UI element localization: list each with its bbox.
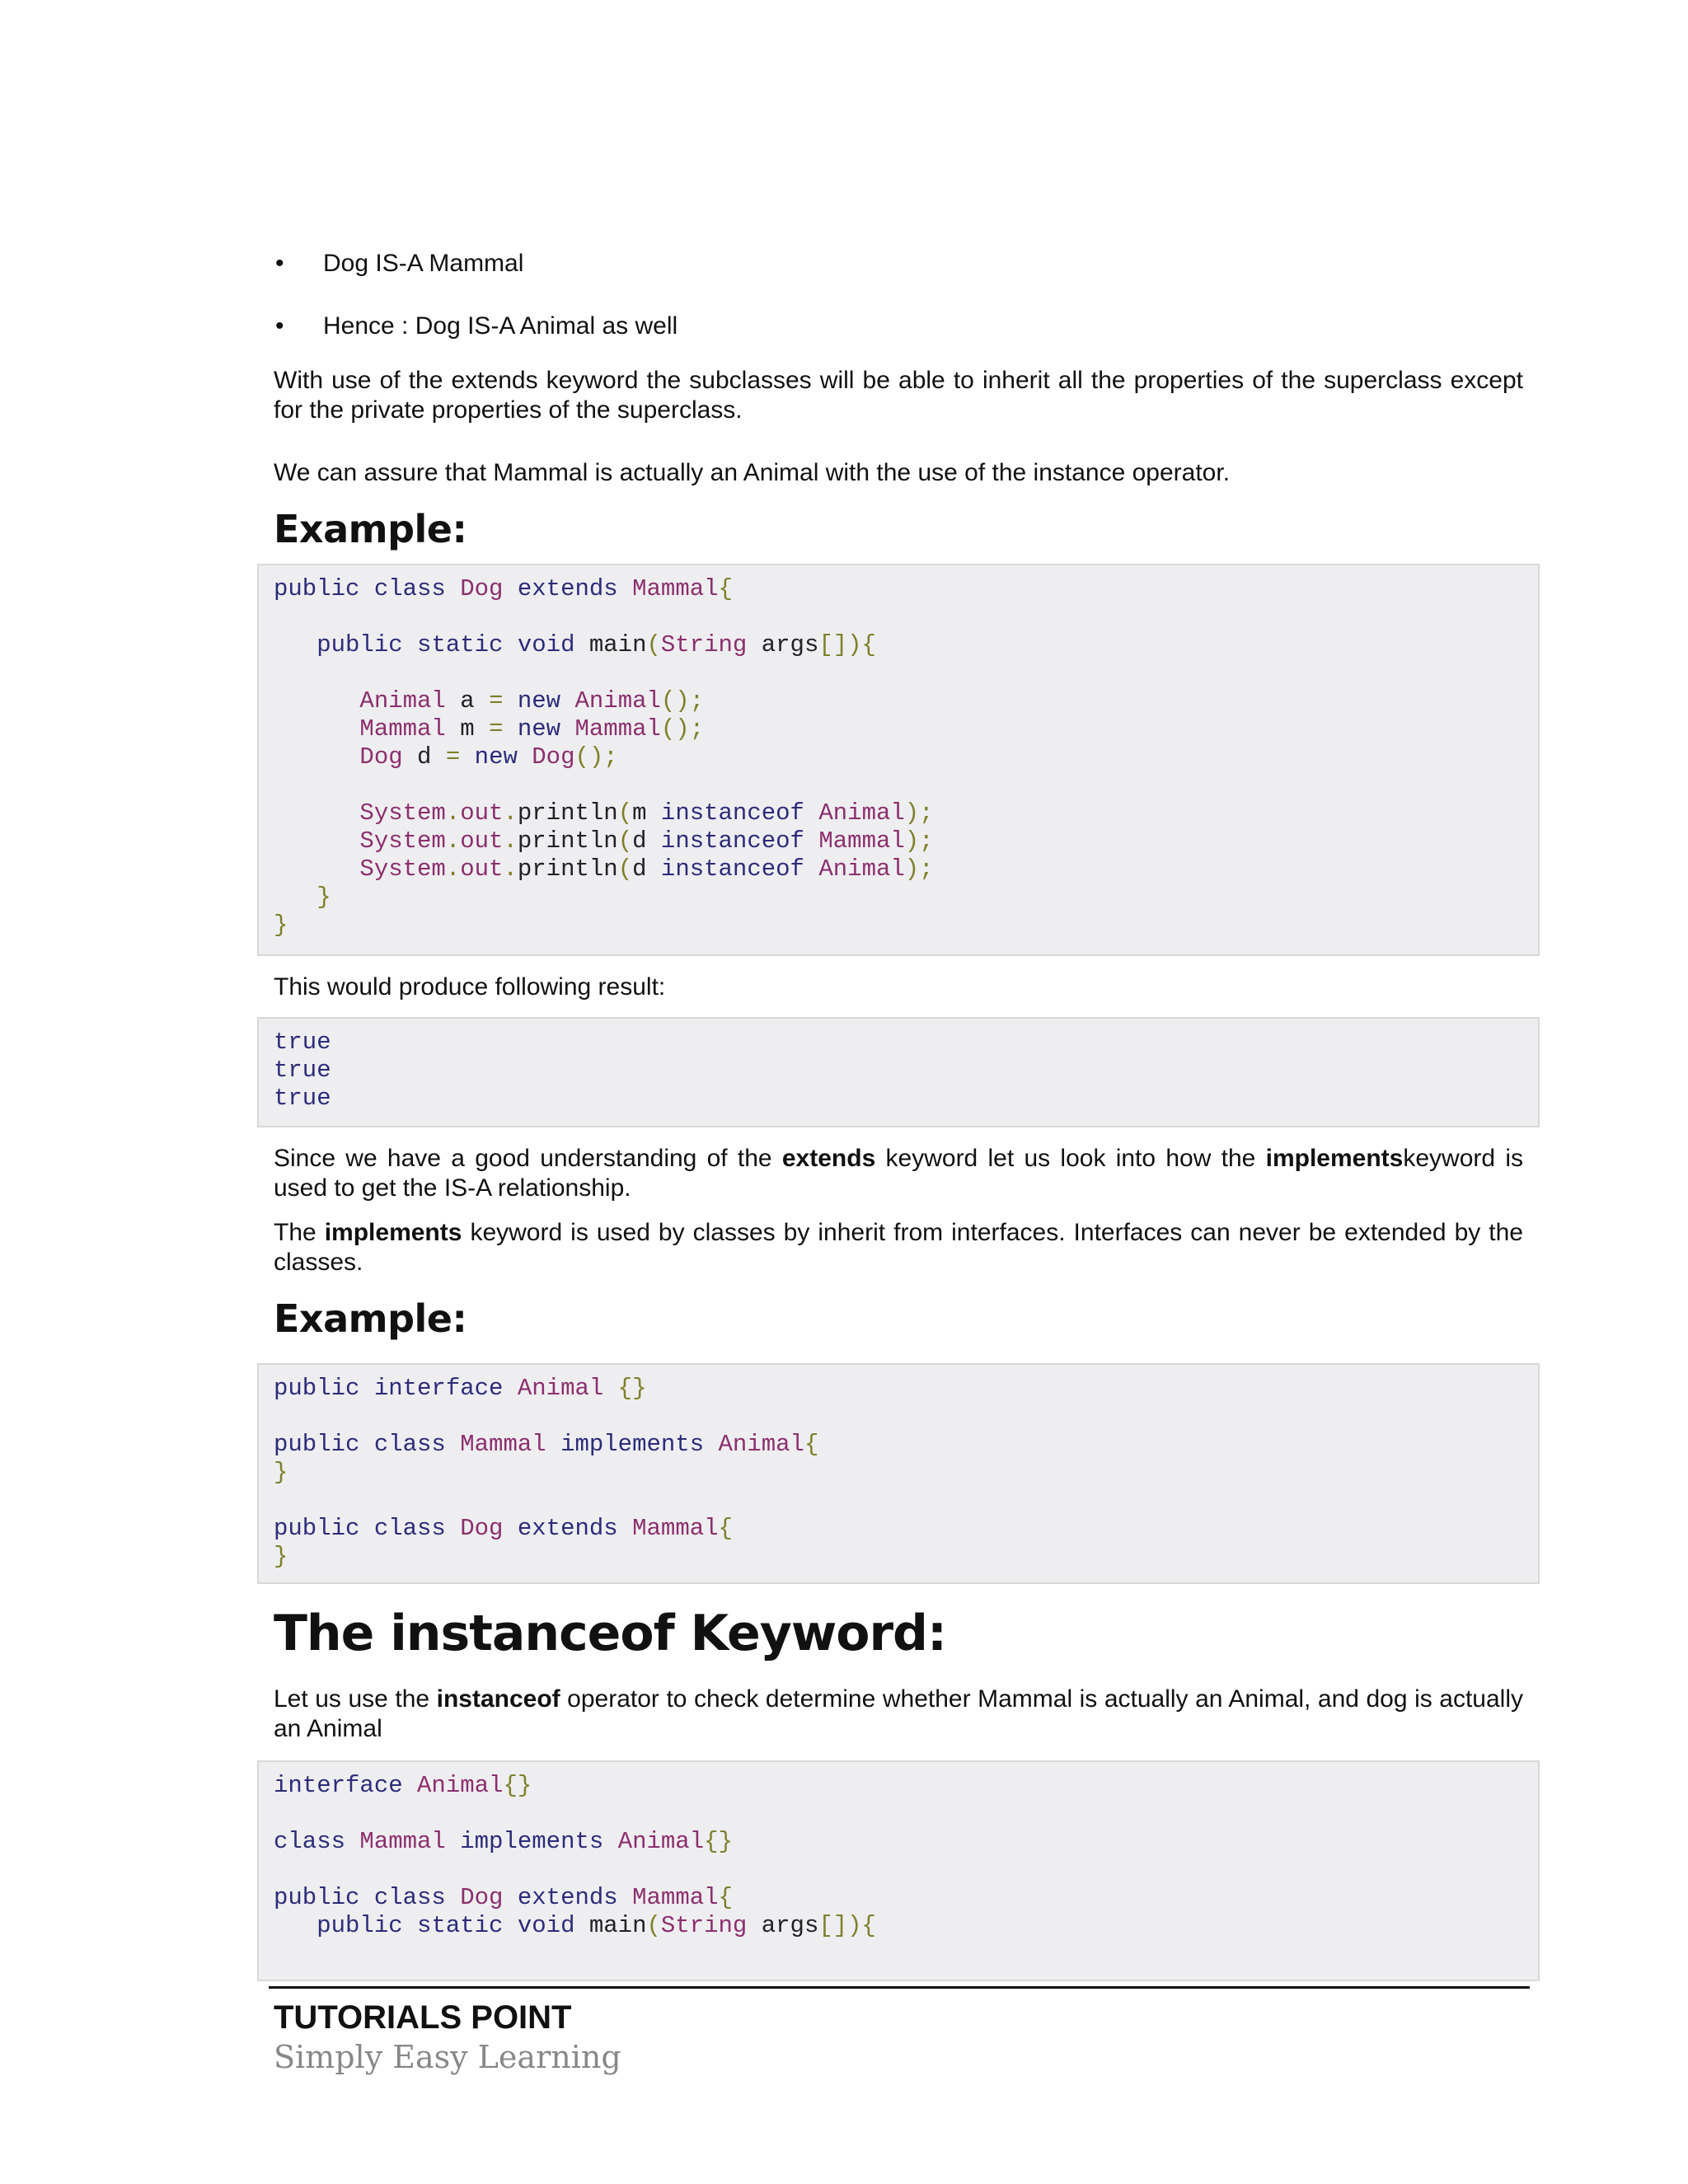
code-token: println [517, 827, 618, 855]
code-token: public class [274, 1431, 461, 1458]
code-token: new [503, 715, 575, 743]
code-token: { [718, 1884, 733, 1911]
code-token: ); [904, 799, 934, 827]
code-token: main [588, 1912, 647, 1939]
code-line [274, 1515, 1523, 1543]
code-token: instanceof [660, 855, 819, 883]
code-token: ( [646, 1912, 661, 1939]
code-line [274, 1029, 1523, 1057]
code-line [274, 1940, 1523, 1968]
code-line [274, 659, 1523, 687]
code-token: extends [503, 1884, 633, 1911]
code-token: Mammal [359, 715, 446, 743]
code-token: Animal [417, 1772, 504, 1799]
bold-implements: implements [1265, 1145, 1404, 1172]
code-line [274, 1487, 1523, 1515]
code-token [274, 799, 359, 827]
code-token: = [489, 687, 504, 715]
code-token: ( [617, 799, 633, 827]
code-token: {} [503, 1772, 532, 1799]
code-token: { [804, 1431, 819, 1458]
code-token: public static void [316, 1912, 589, 1939]
code-token: ); [904, 855, 934, 883]
code-token: (); [660, 715, 705, 743]
code-token: m [445, 715, 490, 743]
code-token: (); [574, 743, 618, 771]
code-token [274, 743, 359, 771]
code-token: Dog [460, 1515, 504, 1542]
code-line [274, 1459, 1523, 1487]
paragraph-result-intro: This would produce following result: [274, 973, 666, 1001]
code-line [274, 799, 1523, 827]
code-token: Mammal [632, 1515, 719, 1542]
paragraph-implements: The implements keyword is used by classes by inherit from interfaces. Interfaces can never be extended by the classes. [274, 1219, 1523, 1276]
code-token: { [718, 1515, 733, 1542]
code-line [274, 1912, 1523, 1940]
paragraph-extends-info: With use of the extends keyword the subclasses will be able to inherit all the properties of the superclass except for the private properties of the superclass. [274, 367, 1523, 424]
code-token: out [460, 799, 504, 827]
bold-instanceof: instanceof [436, 1685, 560, 1713]
bold-extends: extends [781, 1145, 876, 1172]
code-token: public class [274, 1884, 461, 1911]
heading-example-2: Example: [274, 1296, 467, 1341]
code-token: public class [274, 1515, 461, 1542]
code-token: Mammal [632, 1884, 719, 1911]
code-token: println [517, 855, 618, 883]
code-token: Dog [359, 743, 403, 771]
code-token: Dog [460, 575, 504, 602]
code-line [274, 1828, 1523, 1856]
code-token [274, 827, 359, 855]
code-token: { [718, 575, 733, 602]
footer-subtitle: Simply Easy Learning [274, 2039, 621, 2075]
code-token: m [632, 799, 661, 827]
code-token: extends [503, 575, 633, 602]
code-token: Animal [718, 1431, 804, 1458]
code-token: {} [704, 1828, 733, 1855]
code-token: d [632, 827, 661, 855]
code-line [274, 1057, 1523, 1085]
code-token: Mammal [818, 827, 905, 855]
code-token: ( [646, 631, 661, 658]
code-block-result [257, 1017, 1540, 1127]
code-token: []){ [818, 631, 876, 658]
paragraph-let-us: Let us use the instanceof operator to check determine whether Mammal is actually an Animal, and dog is actually an Animal [274, 1685, 1523, 1742]
code-token [274, 631, 316, 658]
code-token: d [632, 855, 661, 883]
code-token [274, 687, 359, 715]
code-token: main [588, 631, 647, 658]
code-line [274, 1403, 1523, 1431]
code-token: Mammal [460, 1431, 546, 1458]
code-line [274, 771, 1523, 799]
code-token [274, 855, 359, 883]
code-line [274, 631, 1523, 659]
footer-title: TUTORIALS POINT [274, 1999, 572, 2036]
heading-example-1: Example: [274, 507, 467, 551]
heading-instanceof: The instanceof Keyword: [274, 1605, 947, 1662]
code-line [274, 912, 1523, 940]
bullet-item: • Dog IS-A Mammal [272, 247, 1525, 280]
code-token: ( [617, 855, 633, 883]
code-token: ); [904, 827, 934, 855]
code-token: } [274, 912, 288, 939]
code-token: Animal [818, 855, 905, 883]
code-token: . [503, 799, 518, 827]
code-token: Dog [460, 1884, 504, 1911]
code-token: true [274, 1085, 331, 1112]
code-line [274, 855, 1523, 883]
code-token: instanceof [660, 827, 819, 855]
code-token [274, 715, 359, 743]
code-block-example-2 [257, 1363, 1540, 1584]
code-token: implements [546, 1431, 719, 1458]
bullet-dot-icon: • [275, 250, 284, 277]
code-token: a [445, 687, 490, 715]
code-line [274, 1085, 1523, 1113]
code-token: implements [445, 1828, 618, 1855]
code-token: . [503, 855, 518, 883]
code-token: {} [603, 1375, 647, 1402]
code-token: System [359, 827, 446, 855]
code-line [274, 883, 1523, 912]
code-token: class [274, 1828, 360, 1855]
code-line [274, 1800, 1523, 1828]
bullet-dot-icon: • [275, 312, 284, 340]
code-line [274, 1884, 1523, 1912]
code-token: = [489, 715, 504, 743]
code-line [274, 827, 1523, 855]
code-token: Mammal [359, 1828, 446, 1855]
paragraph-since: Since we have a good understanding of the extends keyword let us look into how the implementskeyword is used to get the IS-A relationship. [274, 1145, 1523, 1202]
code-token [274, 883, 316, 911]
code-token: String [660, 631, 748, 658]
paragraph-assure: We can assure that Mammal is actually an Animal with the use of the instance operator. [274, 459, 1231, 486]
code-line [274, 575, 1523, 603]
code-token: System [359, 855, 446, 883]
code-token: extends [503, 1515, 633, 1542]
code-token: Animal [574, 687, 661, 715]
code-token: . [445, 827, 461, 855]
code-token: new [503, 687, 575, 715]
code-line [274, 743, 1523, 771]
code-token: new [460, 743, 532, 771]
code-line [274, 1772, 1523, 1800]
bold-implements: implements [324, 1219, 462, 1246]
bullet-item: • Hence : Dog IS-A Animal as well [272, 310, 1525, 343]
code-line [274, 1856, 1523, 1884]
code-line [274, 603, 1523, 631]
code-token: . [503, 827, 518, 855]
code-token: Mammal [632, 575, 719, 602]
code-token: d [402, 743, 446, 771]
code-token: args [747, 1912, 819, 1939]
code-token: System [359, 799, 446, 827]
code-token: Animal [818, 799, 905, 827]
code-token: = [445, 743, 461, 771]
code-token: public interface [274, 1375, 518, 1402]
code-token: } [274, 1543, 288, 1570]
code-token: Mammal [574, 715, 661, 743]
code-token: . [445, 855, 461, 883]
code-token: true [274, 1057, 331, 1084]
code-token: public class [274, 575, 461, 602]
code-block-instanceof [257, 1760, 1540, 1981]
code-token: interface [274, 1772, 418, 1799]
code-token: true [274, 1029, 331, 1056]
code-token: Animal [517, 1375, 604, 1402]
code-token: String [660, 1912, 748, 1939]
code-token: } [316, 883, 331, 911]
code-token: public static void [316, 631, 589, 658]
code-token: Dog [532, 743, 575, 771]
footer-divider [269, 1986, 1530, 1989]
code-token: out [460, 827, 504, 855]
code-token: instanceof [660, 799, 819, 827]
code-token: ( [617, 827, 633, 855]
code-block-example-1 [257, 564, 1540, 956]
code-token: } [274, 1459, 288, 1486]
code-token: Animal [359, 687, 446, 715]
code-token: . [445, 799, 461, 827]
code-token [274, 1912, 316, 1939]
code-token: println [517, 799, 618, 827]
code-token: (); [660, 687, 705, 715]
code-token: args [747, 631, 819, 658]
bullet-list [272, 247, 1525, 373]
code-line [274, 1543, 1523, 1571]
code-line [274, 715, 1523, 743]
code-line [274, 1431, 1523, 1459]
code-token: Animal [617, 1828, 705, 1855]
code-token: out [460, 855, 504, 883]
code-line [274, 687, 1523, 715]
code-token: []){ [818, 1912, 876, 1939]
code-line [274, 1375, 1523, 1403]
